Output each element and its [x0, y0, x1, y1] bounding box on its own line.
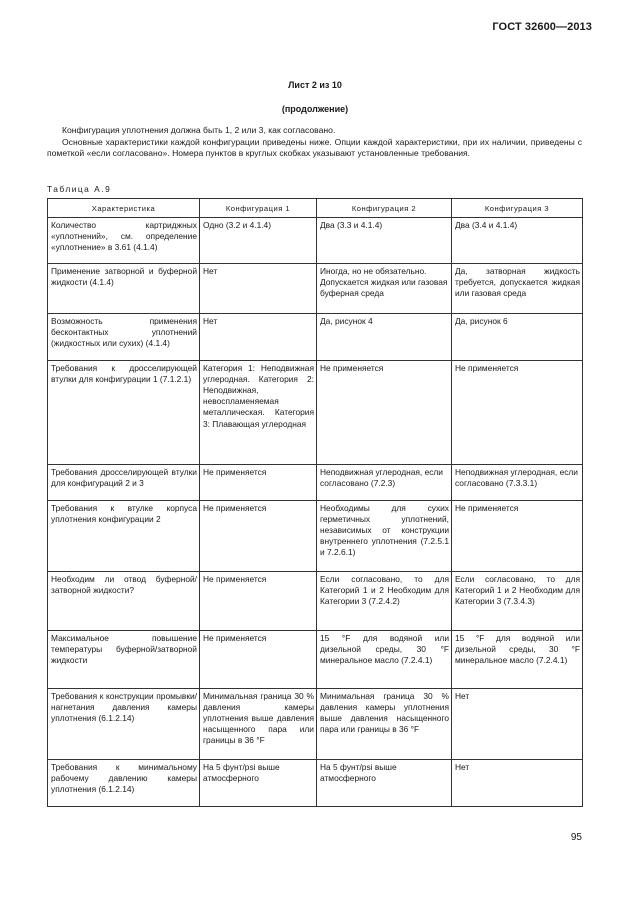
table-cell: Неподвижная углеродная, если согласовано (7.2.3)	[317, 465, 452, 501]
table-cell: Требования к дросселирующей втулки для конфигурации 1 (7.1.2.1)	[48, 361, 200, 465]
table-cell: Не применяется	[452, 501, 583, 572]
table-cell: Количество картриджных «уплотнений», см. определение «уплотнение» в 3.61 (4.1.4)	[48, 218, 200, 264]
table-row	[48, 465, 583, 501]
table-cell: 15 °F для водяной или дизельной среды, 30 °F минеральное масло (7.2.4.1)	[452, 631, 583, 689]
table-cell: На 5 фунт/psi выше атмосферного	[317, 760, 452, 807]
table-cell: Два (3.4 и 4.1.4)	[452, 218, 583, 264]
table-caption: Таблица А.9	[47, 184, 112, 194]
table-cell: Если согласовано, то для Категорий 1 и 2 Необходим для Категории 3 (7.2.4.2)	[317, 572, 452, 631]
column-header: Конфигурация 3	[452, 199, 583, 218]
table-cell: Требования к минимальному рабочему давлению камеры уплотнения (6.1.2.14)	[48, 760, 200, 807]
table-cell: Не применяется	[317, 361, 452, 465]
table-cell: Минимальная граница 30 % давления камеры уплотнения выше давления насыщенного пара или границы в 36 °F	[200, 689, 317, 760]
table-cell: Категория 1: Неподвижная углеродная. Категория 2: Неподвижная, невоспламеняемая металлическая. Категория 3: Плавающая углеродная	[200, 361, 317, 465]
table-row	[48, 572, 583, 631]
table-cell: Одно (3.2 и 4.1.4)	[200, 218, 317, 264]
table-cell: Максимальное повышение температуры буферной/затворной жидкости	[48, 631, 200, 689]
table-cell: Нет	[200, 314, 317, 361]
table-row	[48, 760, 583, 807]
configuration-table	[47, 198, 583, 807]
table-cell: Если согласовано, то для Категорий 1 и 2 Необходим для Категории 3 (7.3.4.3)	[452, 572, 583, 631]
table-cell: Не применяется	[200, 631, 317, 689]
table-cell: Возможность применения бесконтактных уплотнений (жидкостных или сухих) (4.1.4)	[48, 314, 200, 361]
column-header: Конфигурация 1	[200, 199, 317, 218]
table-cell: Минимальная граница 30 % давления камеры уплотнения выше давления насыщенного пара или границы в 36 °F	[317, 689, 452, 760]
table-cell: Да, затворная жидкость требуется, допускается жидкая или газовая среда	[452, 264, 583, 314]
intro-paragraph: Основные характеристики каждой конфигурации приведены ниже. Опции каждой характеристики, при их наличии, приведены с пометкой «если согласовано». Номера пунктов в круглых скобках указывают установленные требования.	[47, 137, 582, 159]
table-cell: Не применяется	[200, 572, 317, 631]
table-cell: Не применяется	[452, 361, 583, 465]
table-cell: Необходимы для сухих герметичных уплотнений, независимых от конструкции внутреннего уплотнения (7.2.5.1 и 7.2.6.1)	[317, 501, 452, 572]
table-cell: На 5 фунт/psi выше атмосферного	[200, 760, 317, 807]
table-cell: Требования дросселирующей втулки для конфигураций 2 и 3	[48, 465, 200, 501]
table-cell: Два (3.3 и 4.1.4)	[317, 218, 452, 264]
table-cell: Иногда, но не обязательно. Допускается жидкая или газовая буферная среда	[317, 264, 452, 314]
table-row	[48, 631, 583, 689]
table-row	[48, 501, 583, 572]
intro-paragraph: Конфигурация уплотнения должна быть 1, 2 или 3, как согласовано.	[62, 125, 336, 135]
document-standard-number: ГОСТ 32600—2013	[492, 21, 592, 33]
table-cell: Необходим ли отвод буферной/затворной жидкости?	[48, 572, 200, 631]
table-cell: 15 °F для водяной или дизельной среды, 30 °F минеральное масло (7.2.4.1)	[317, 631, 452, 689]
table-cell: Нет	[452, 760, 583, 807]
table-row	[48, 689, 583, 760]
table-row	[48, 314, 583, 361]
column-header: Конфигурация 2	[317, 199, 452, 218]
table-cell: Требования к втулке корпуса уплотнения конфигурации 2	[48, 501, 200, 572]
table-cell: Нет	[200, 264, 317, 314]
page-number: 95	[570, 832, 582, 843]
table-cell: Не применяется	[200, 501, 317, 572]
table-cell: Применение затворной и буферной жидкости (4.1.4)	[48, 264, 200, 314]
table-cell: Неподвижная углеродная, если согласовано (7.3.3.1)	[452, 465, 583, 501]
table-row	[48, 218, 583, 264]
table-cell: Да, рисунок 4	[317, 314, 452, 361]
table-cell: Требования к конструкции промывки/нагнетания давления камеры уплотнения (6.1.2.14)	[48, 689, 200, 760]
table-cell: Нет	[452, 689, 583, 760]
column-header: Характеристика	[48, 199, 200, 218]
table-row	[48, 264, 583, 314]
sheet-label: Лист 2 из 10	[288, 80, 342, 90]
table-header-row	[48, 199, 583, 218]
table-cell: Да, рисунок 6	[452, 314, 583, 361]
continuation-label: (продолжение)	[281, 104, 349, 114]
table-row	[48, 361, 583, 465]
table-cell: Не применяется	[200, 465, 317, 501]
